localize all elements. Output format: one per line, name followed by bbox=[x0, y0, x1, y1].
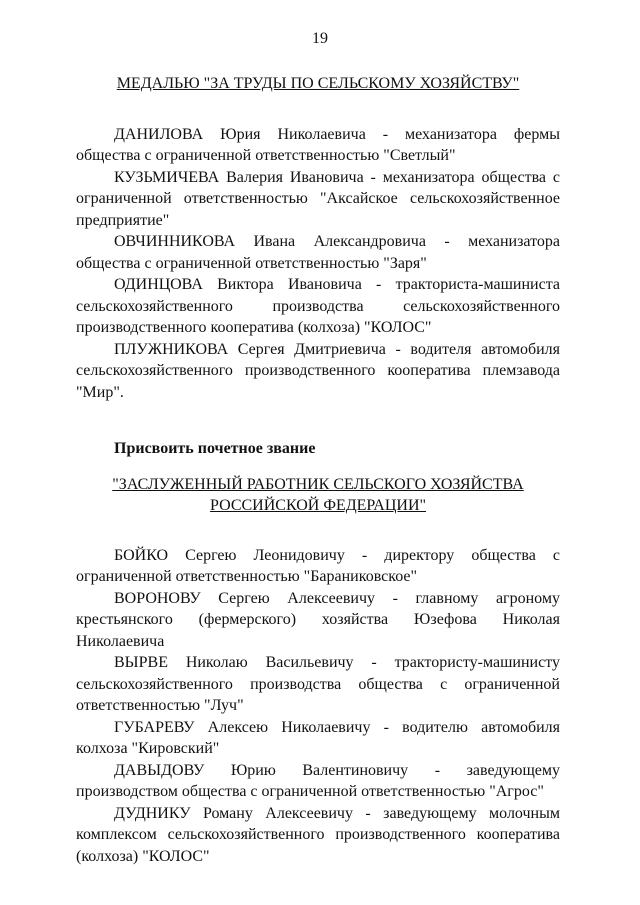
list-item: ДУДНИКУ Роману Алексеевичу - заведующему молочным комплексом сельскохозяйственного производственного кооператива (колхоза) "КОЛОС" bbox=[76, 804, 560, 865]
page-number: 19 bbox=[312, 30, 328, 47]
list-item: ПЛУЖНИКОВА Сергея Дмитриевича - водителя автомобиля сельскохозяйственного производственного кооператива племзавода "Мир". bbox=[76, 340, 560, 401]
list-item: ДАНИЛОВА Юрия Николаевича - механизатора фермы общества с ограниченной ответственностью "Светлый" bbox=[76, 125, 560, 164]
list-item: ОДИНЦОВА Виктора Ивановича - тракториста-машиниста сельскохозяйственного производства сельскохозяйственного производственного кооператива (колхоза) "КОЛОС" bbox=[76, 276, 560, 336]
document-body bbox=[76, 73, 560, 867]
list-item: КУЗЬМИЧЕВА Валерия Ивановича - механизатора общества с ограниченной ответственностью "Аксайское сельскохозяйственное предприятие" bbox=[76, 168, 560, 229]
section-heading-line: "ЗАСЛУЖЕННЫЙ РАБОТНИК СЕЛЬСКОГО ХОЗЯЙСТВА bbox=[112, 475, 524, 493]
list-item: ДАВЫДОВУ Юрию Валентиновичу - заведующему производством общества с ограниченной ответственностью "Агрос" bbox=[76, 761, 560, 800]
list-item: ГУБАРЕВУ Алексею Николаевичу - водителю автомобиля колхоза "Кировский" bbox=[76, 718, 560, 757]
list-item: ОВЧИННИКОВА Ивана Александровича - механизатора общества с ограниченной ответственностью "Заря" bbox=[76, 233, 560, 272]
section-heading-line: РОССИЙСКОЙ ФЕДЕРАЦИИ" bbox=[209, 497, 427, 514]
list-item: БОЙКО Сергею Леонидовичу - директору общества с ограниченной ответственностью "Бараниковское" bbox=[76, 546, 560, 585]
section-heading-medal: МЕДАЛЬЮ "ЗА ТРУДЫ ПО СЕЛЬСКОМУ ХОЗЯЙСТВУ" bbox=[116, 75, 520, 92]
list-item: ВОРОНОВУ Сергею Алексеевичу - главному агроному крестьянского (фермерского) хозяйства Юзефова Николая Николаевича bbox=[76, 589, 560, 650]
list-item: ВЫРВЕ Николаю Васильевичу - трактористу-машинисту сельскохозяйственного производства общества с ограниченной ответственностью "Луч" bbox=[76, 654, 560, 714]
section-heading-honorary-title bbox=[76, 474, 560, 517]
assign-title-text: Присвоить почетное звание bbox=[114, 440, 316, 457]
